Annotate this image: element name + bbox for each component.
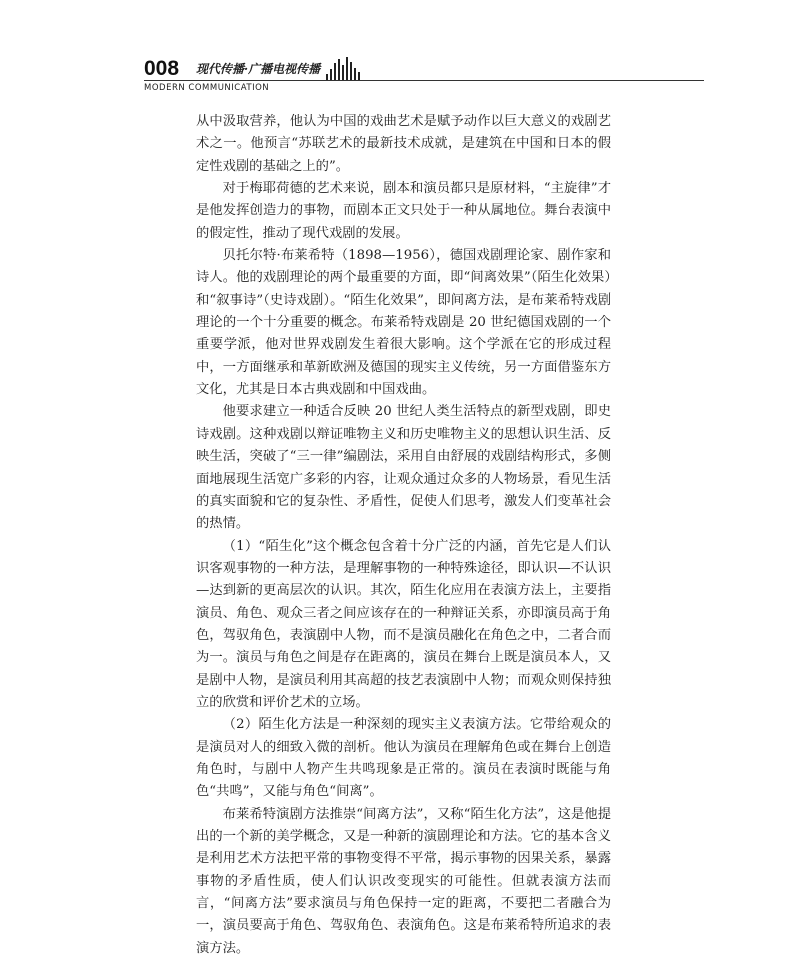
paragraph-2: 对于梅耶荷德的艺术来说，剧本和演员都只是原材料，“主旋律”才是他发挥创造力的事物，而剧本正文只处于一种从属地位。舞台表演中的假定性，推动了现代戏剧的发展。 — [196, 181, 611, 241]
header-rule — [144, 80, 704, 81]
series-english-title: MODERN COMMUNICATION — [144, 83, 270, 93]
paragraph-5: （1）“陌生化”这个概念包含着十分广泛的内涵，首先它是人们认识客观事物的一种方法，是理解事物的一种特殊途径，即认识—不认识—达到新的更高层次的认识。其次，陌生化应用在表演方法上，主要指演员、角色、观众三者之间应该存在的一种辩证关系，亦即演员高于角色，驾驭角色，表演剧中人物，而不是演员融化在角色之中，二者合而为一。演员与角色之间是存在距离的，演员在舞台上既是演员本人，又是剧中人物，是演员利用其高超的技艺表演剧中人物；而观众则保持独立的欣赏和评价艺术的立场。 — [196, 538, 611, 710]
page-number: 008 — [144, 57, 180, 80]
paragraph-4: 他要求建立一种适合反映 20 世纪人类生活特点的新型戏剧，即史诗戏剧。这种戏剧以辩证唯物主义和历史唯物主义的思想认识生活、反映生活，突破了“三一律”编剧法，采用自由舒展的戏剧结构形式，多侧面地展现生活宽广多彩的内容，让观众通过众多的人物场景，看见生活的真实面貌和它的复杂性、矛盾性，促使人们思考，激发人们变革社会的热情。 — [196, 404, 611, 532]
page-header — [144, 57, 704, 97]
series-title: 现代传播·广播电视传播 — [196, 62, 321, 76]
paragraph-3: 贝托尔特·布莱希特（1898—1956），德国戏剧理论家、剧作家和诗人。他的戏剧理论的两个最重要的方面，即“间离效果”（陌生化效果）和“叙事诗”（史诗戏剧）。“陌生化效果”，即间离方法，是布莱希特戏剧理论的一个十分重要的概念。布莱希特戏剧是 20 世纪德国戏剧的一个重要学派，他对世界戏剧发生着很大影响。这个学派在它的形成过程中，一方面继承和革新欧洲及德国的现实主义传统，另一方面借鉴东方文化，尤其是日本古典戏剧和中国戏曲。 — [196, 248, 611, 398]
body-text — [196, 111, 611, 960]
paragraph-1: 从中汲取营养，他认为中国的戏曲艺术是赋予动作以巨大意义的戏剧艺术之一。他预言“苏联艺术的最新技术成就，是建筑在中国和日本的假定性戏剧的基础之上的”。 — [196, 114, 611, 174]
paragraph-6: （2）陌生化方法是一种深刻的现实主义表演方法。它带给观众的是演员对人的细致入微的剖析。他认为演员在理解角色或在舞台上创造角色时，与剧中人物产生共鸣现象是正常的。演员在表演时既能与角色“共鸣”，又能与角色“间离”。 — [196, 717, 611, 800]
paragraph-7: 布莱希特演剧方法推崇“间离方法”，又称“陌生化方法”，这是他提出的一个新的美学概念，又是一种新的演剧理论和方法。它的基本含义是利用艺术方法把平常的事物变得不平常，揭示事物的因果关系，暴露事物的矛盾性质，使人们认识改变现实的可能性。但就表演方法而言，“间离方法”要求演员与角色保持一定的距离，不要把二者融合为一，演员要高于角色、驾驭角色、表演角色。这是布莱希特所追求的表演方法。 — [196, 806, 611, 956]
